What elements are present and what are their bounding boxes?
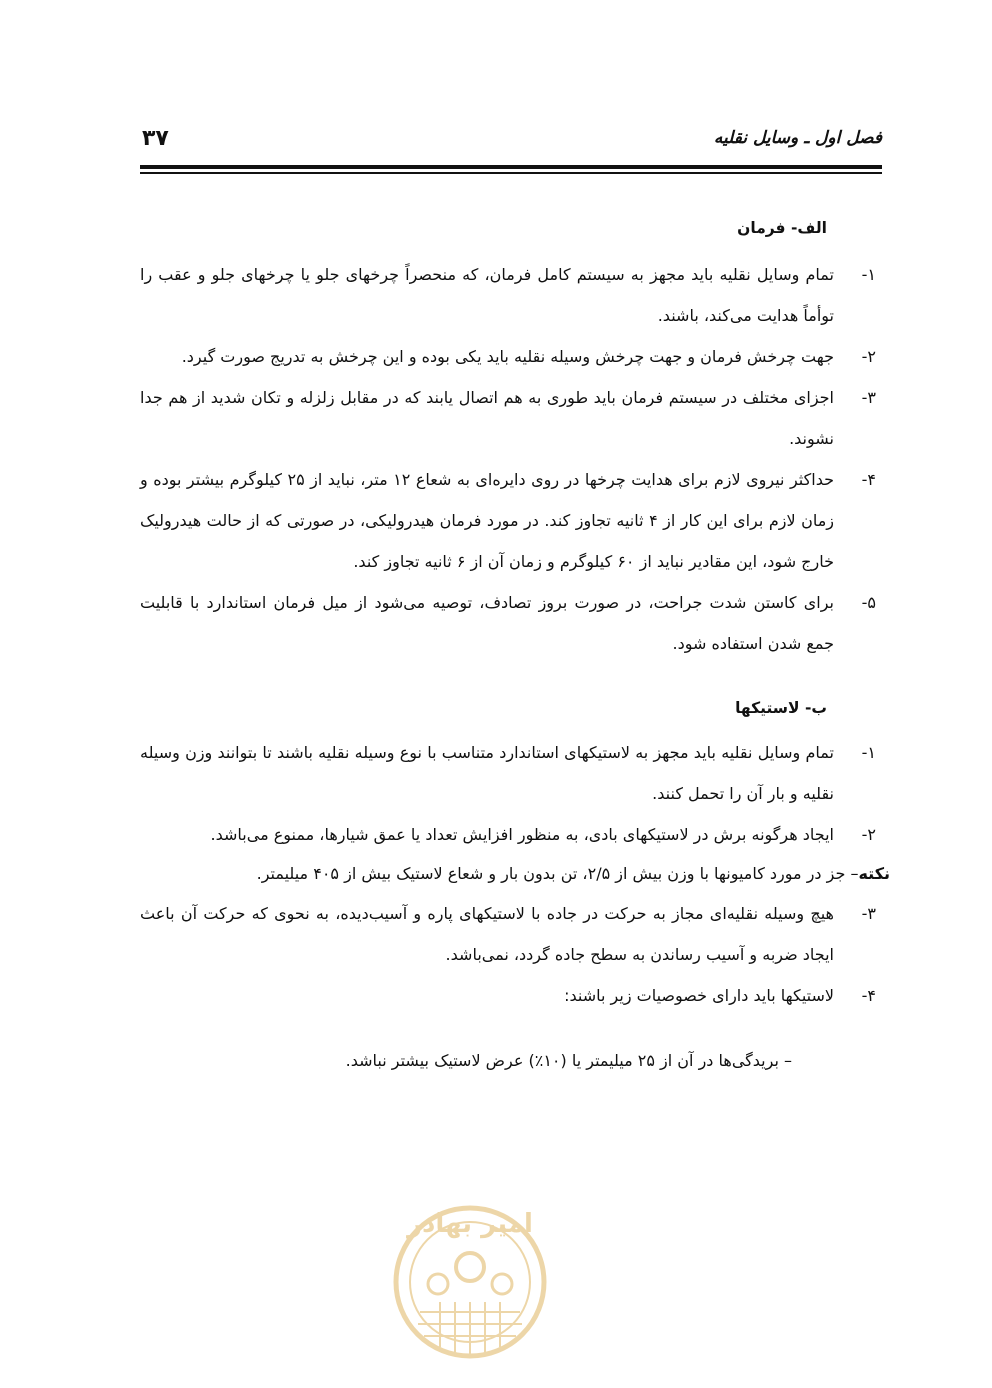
section-heading-steering: الف- فرمان [737,219,827,237]
list-item [140,459,882,582]
note-text: – جز در مورد کامیونها با وزن بیش از ۲/۵، تن بدون بار و شعاع لاستیک بیش از ۴۰۵ میلیمتر. [256,864,859,883]
item-number: ۵- [861,593,876,612]
watermark-text: امیر بهادر [407,1209,533,1239]
watermark-logo-icon [390,1172,550,1362]
header-rule-thick [140,165,882,169]
note-paragraph [140,855,890,893]
chapter-title: فصل اول ـ وسایل نقلیه [713,128,882,148]
item-text: اجزای مختلف در سیستم فرمان باید طوری به هم اتصال یابند که در مقابل زلزله و تکان شدید از هم جدا نشوند. [140,388,834,448]
list-item [140,336,882,377]
item-number: ۲- [861,825,876,844]
item-number: ۴- [861,470,876,489]
sub-bullet: – بریدگی‌ها در آن از ۲۵ میلیمتر یا (۱۰٪) عرض لاستیک بیشتر نباشد. [345,1051,792,1070]
list-item [140,814,882,855]
list-item [140,732,882,814]
page-number: ۳۷ [142,126,169,151]
list-item [140,377,882,459]
item-text: ایجاد هرگونه برش در لاستیکهای بادی، به منظور افزایش تعداد یا عمق شیارها، ممنوع می‌باشد. [210,825,834,844]
note-label: نکته [858,864,890,883]
item-text: لاستیکها باید دارای خصوصیات زیر باشند: [564,986,834,1005]
item-number: ۴- [861,986,876,1005]
item-text: هیچ وسیله نقلیه‌ای مجاز به حرکت در جاده با لاستیکهای پاره و آسیب‌دیده، به نحوی که حرکت آن باعث ایجاد ضربه و آسیب رساندن به سطح جاده گردد، نمی‌باشد. [140,904,834,964]
header-rule-thin [140,172,882,174]
section-heading-tires: ب- لاستیکها [735,699,827,717]
item-number: ۱- [861,743,876,762]
item-number: ۲- [861,347,876,366]
item-number: ۱- [861,265,876,284]
item-number: ۳- [861,388,876,407]
item-text: جهت چرخش فرمان و جهت چرخش وسیله نقلیه باید یکی بوده و این چرخش به تدریج صورت گیرد. [181,347,834,366]
list-item [140,975,882,1016]
list-item [140,254,882,336]
item-number: ۳- [861,904,876,923]
list-item [140,893,882,975]
item-text: برای کاستن شدت جراحت، در صورت بروز تصادف، توصیه می‌شود از میل فرمان استاندارد با قابلیت جمع شدن استفاده شود. [140,593,834,653]
item-text: تمام وسایل نقلیه باید مجهز به سیستم کامل فرمان، که منحصراً چرخهای جلو یا چرخهای جلو و عقب را توأماً هدایت می‌کند، باشند. [140,265,834,325]
item-text: حداکثر نیروی لازم برای هدایت چرخها در روی دایره‌ای به شعاع ۱۲ متر، نباید از ۲۵ کیلوگرم بیشتر بوده و زمان لازم برای این کار از ۴ ثانیه تجاوز کند. در مورد فرمان هیدرولیکی، در صورتی که از حالت هیدرولیک خارج شود، این مقادیر نباید از ۶۰ کیلوگرم و زمان آن از ۶ ثانیه تجاوز کند. [140,470,834,571]
list-item [140,582,882,664]
item-text: تمام وسایل نقلیه باید مجهز به لاستیکهای استاندارد متناسب با نوع وسیله نقلیه باشند تا بتوانند وزن وسیله نقلیه و بار آن را تحمل کنند. [140,743,834,803]
running-header [140,126,882,156]
page-body [140,210,890,1080]
